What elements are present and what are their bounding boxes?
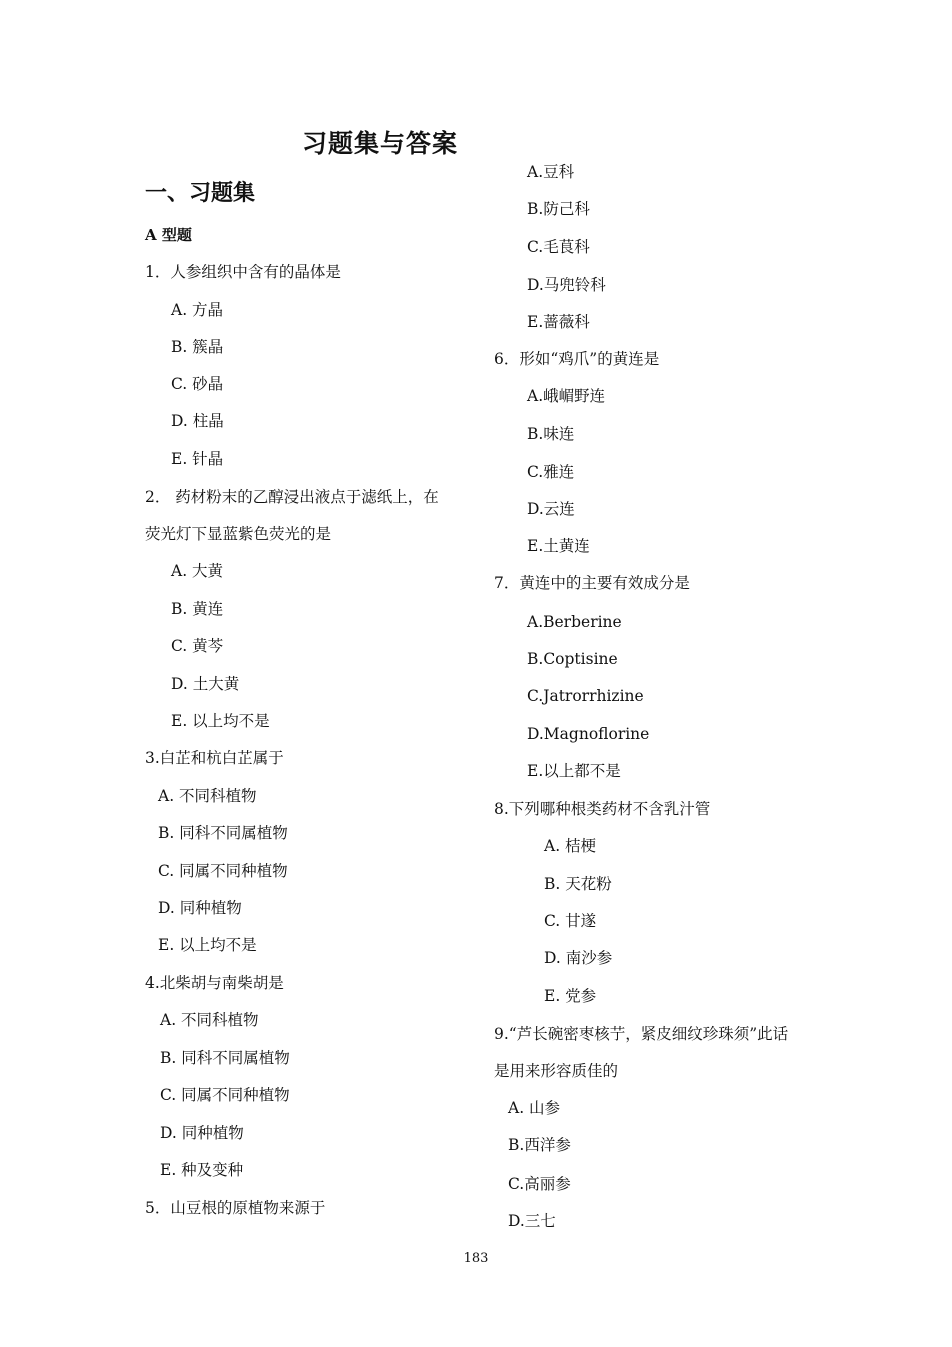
- option-line: A. 方晶: [171, 301, 224, 319]
- option-line: A. 不同科植物: [160, 1011, 259, 1029]
- question-9: 9.“芦长碗密枣核艼，紧皮细纹珍珠须”此话: [494, 1025, 789, 1043]
- option-line: A. 大黄: [171, 562, 224, 580]
- option-line: D. 同种植物: [158, 899, 242, 917]
- option-line: D. 土大黄: [171, 675, 240, 693]
- question-7: 7．黄连中的主要有效成分是: [494, 574, 690, 592]
- option-line: B. 黄连: [171, 600, 224, 618]
- option-line: D.云连: [527, 500, 575, 518]
- option-line: A. 不同科植物: [158, 787, 257, 805]
- option-line: E. 以上均不是: [171, 712, 270, 730]
- option-line: C. 砂晶: [171, 375, 224, 393]
- question-6: 6．形如“鸡爪”的黄连是: [494, 350, 660, 368]
- option-line: B. 同科不同属植物: [158, 824, 288, 842]
- option-line: C. 黄芩: [171, 637, 224, 655]
- option-line: B.防己科: [527, 200, 590, 218]
- page-title: 习题集与答案: [301, 129, 458, 158]
- option-line: E. 党参: [544, 987, 597, 1005]
- option-line: D. 柱晶: [171, 412, 224, 430]
- option-line: A.峨嵋野连: [527, 387, 606, 405]
- option-line: D. 同种植物: [160, 1124, 244, 1142]
- option-line: C.毛茛科: [527, 238, 590, 256]
- question-9-cont: 是用来形容质佳的: [494, 1062, 619, 1080]
- question-2: 2． 药材粉末的乙醇浸出液点于滤纸上，在: [145, 488, 439, 506]
- option-line: B. 同科不同属植物: [160, 1049, 290, 1067]
- section-heading: 一、习题集: [145, 180, 256, 206]
- option-line: C.Jatrorrhizine: [527, 687, 644, 705]
- question-5: 5．山豆根的原植物来源于: [145, 1199, 326, 1217]
- option-line: D.Magnoflorine: [527, 725, 650, 743]
- option-line: C.雅连: [527, 463, 575, 481]
- page-number: 183: [463, 1251, 489, 1266]
- option-line: E.蔷薇科: [527, 313, 590, 331]
- option-line: D.三七: [508, 1212, 556, 1230]
- option-line: E. 以上均不是: [158, 936, 257, 954]
- option-line: B.味连: [527, 425, 575, 443]
- option-line: A. 桔梗: [544, 837, 597, 855]
- question-4: 4.北柴胡与南柴胡是: [145, 974, 284, 992]
- question-3: 3.白芷和杭白芷属于: [145, 749, 284, 767]
- option-line: B.Coptisine: [527, 650, 618, 668]
- option-line: B. 簇晶: [171, 338, 224, 356]
- question-8: 8.下列哪种根类药材不含乳汁管: [494, 800, 711, 818]
- option-line: A.Berberine: [527, 613, 622, 631]
- option-line: D. 南沙参: [544, 949, 613, 967]
- option-line: C. 甘遂: [544, 912, 597, 930]
- option-line: D.马兜铃科: [527, 276, 606, 294]
- question-1: 1．人参组织中含有的晶体是: [145, 263, 341, 281]
- option-line: E.以上都不是: [527, 762, 621, 780]
- option-line: C. 同属不同种植物: [158, 862, 288, 880]
- question-2-cont: 荧光灯下显蓝紫色荧光的是: [145, 525, 332, 543]
- option-line: C.高丽参: [508, 1175, 571, 1193]
- option-line: E. 种及变种: [160, 1161, 244, 1179]
- option-line: C. 同属不同种植物: [160, 1086, 290, 1104]
- option-line: E. 针晶: [171, 450, 224, 468]
- option-line: A. 山参: [508, 1099, 561, 1117]
- option-line: B. 天花粉: [544, 875, 612, 893]
- option-line: B.西洋参: [508, 1136, 571, 1154]
- option-line: A.豆科: [527, 163, 575, 181]
- option-line: E.土黄连: [527, 537, 590, 555]
- subsection-heading: A 型题: [145, 226, 192, 244]
